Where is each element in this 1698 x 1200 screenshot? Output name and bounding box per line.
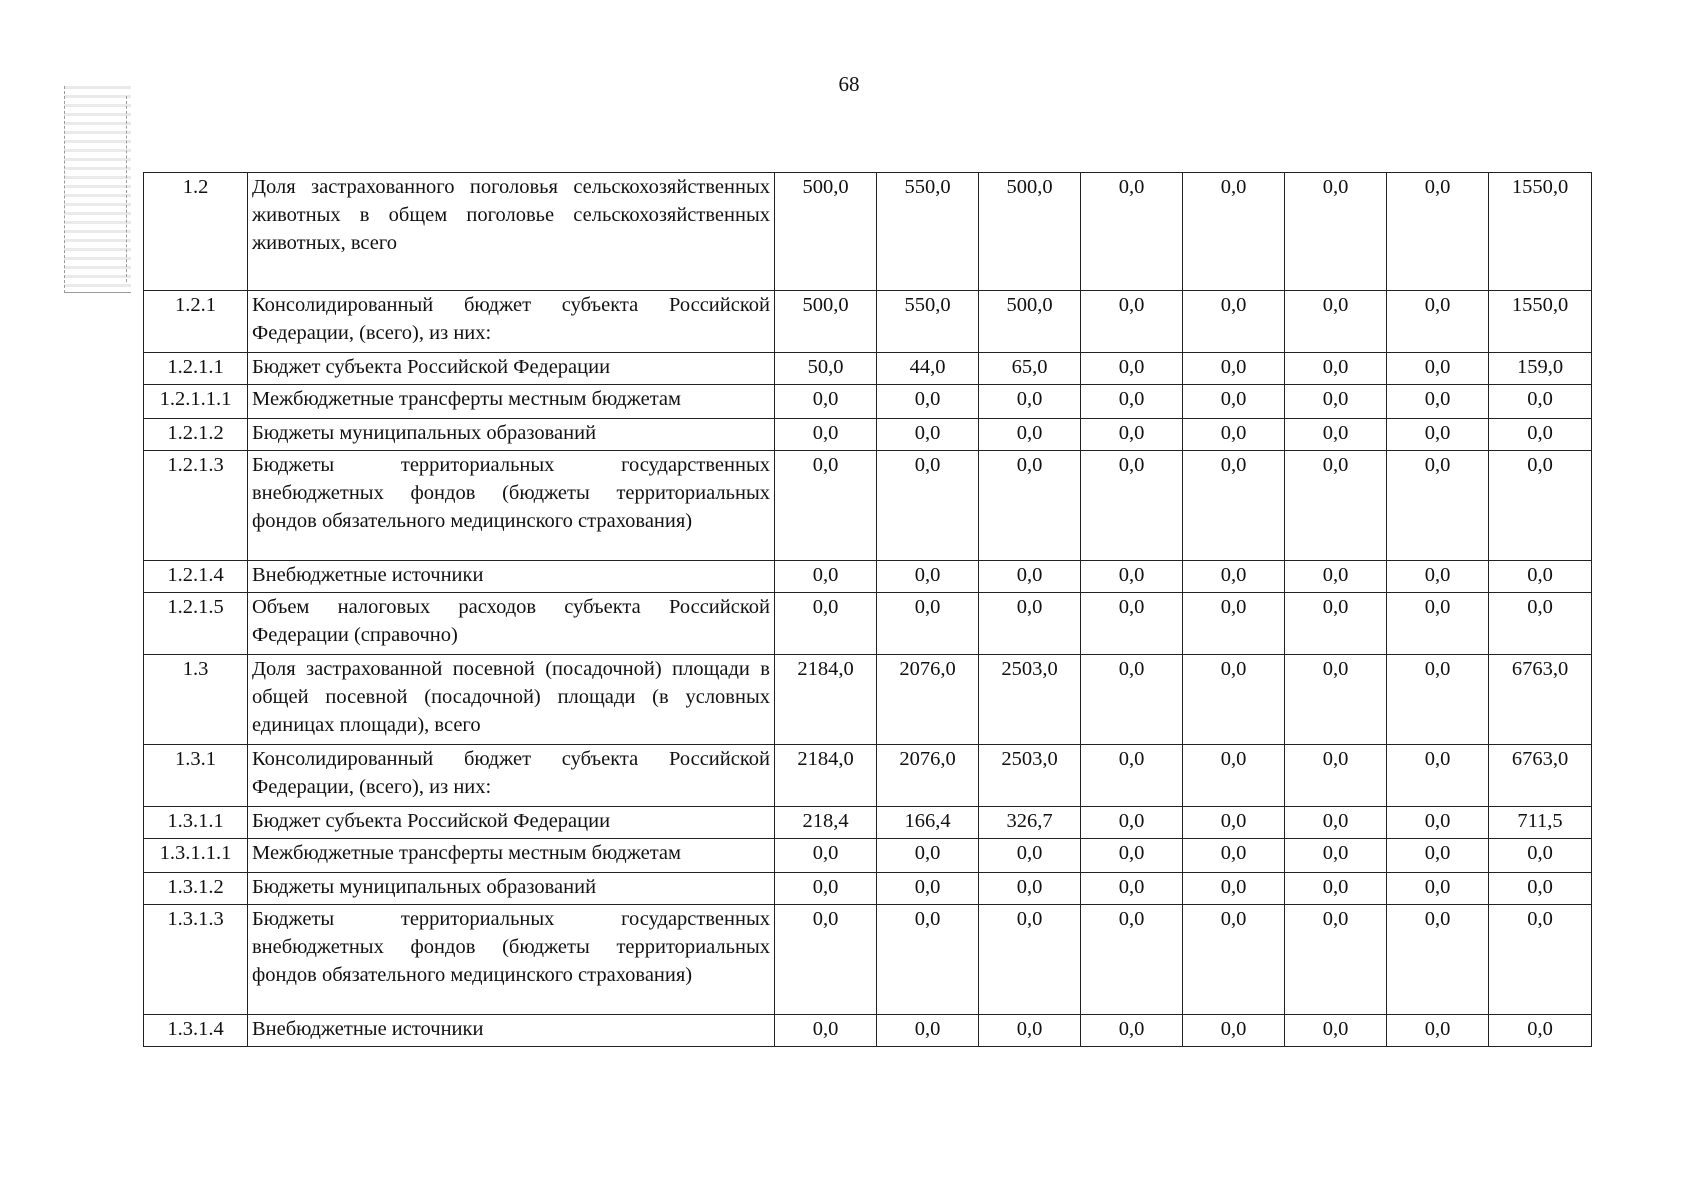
value-cell: 0,0 (1081, 353, 1183, 385)
value-cell: 0,0 (1285, 593, 1387, 655)
value-cell: 0,0 (1489, 385, 1592, 419)
value-cell: 0,0 (775, 385, 877, 419)
value-cell: 0,0 (1489, 451, 1592, 561)
value-cell: 2184,0 (775, 655, 877, 745)
value-cell: 0,0 (877, 419, 979, 451)
row-label: Бюджет субъекта Российской Федерации (248, 353, 775, 385)
table-row (144, 1015, 1592, 1047)
row-code: 1.3.1 (144, 745, 248, 807)
value-cell: 0,0 (1081, 593, 1183, 655)
value-cell: 0,0 (877, 451, 979, 561)
value-cell: 0,0 (1183, 419, 1285, 451)
table-row (144, 173, 1592, 291)
row-label: Бюджеты муниципальных образований (248, 419, 775, 451)
approval-stamp (64, 86, 131, 293)
value-cell: 0,0 (1489, 561, 1592, 593)
value-cell: 65,0 (979, 353, 1081, 385)
value-cell: 2184,0 (775, 745, 877, 807)
row-label: Доля застрахованного поголовья сельскохозяйственных животных в общем поголовье сельскохозяйственных животных, всего (248, 173, 775, 291)
value-cell: 0,0 (979, 1015, 1081, 1047)
value-cell: 0,0 (1081, 385, 1183, 419)
value-cell: 500,0 (775, 291, 877, 353)
value-cell: 500,0 (979, 173, 1081, 291)
value-cell: 0,0 (775, 419, 877, 451)
row-code: 1.3.1.2 (144, 873, 248, 905)
value-cell: 0,0 (1489, 1015, 1592, 1047)
value-cell: 0,0 (1081, 873, 1183, 905)
value-cell: 0,0 (1183, 655, 1285, 745)
table-row (144, 419, 1592, 451)
value-cell: 0,0 (1081, 291, 1183, 353)
value-cell: 0,0 (979, 419, 1081, 451)
value-cell: 0,0 (877, 839, 979, 873)
value-cell: 2076,0 (877, 745, 979, 807)
value-cell: 0,0 (1285, 419, 1387, 451)
value-cell: 1550,0 (1489, 291, 1592, 353)
value-cell: 550,0 (877, 173, 979, 291)
table-row (144, 905, 1592, 1015)
row-label: Бюджет субъекта Российской Федерации (248, 807, 775, 839)
value-cell: 550,0 (877, 291, 979, 353)
row-code: 1.3.1.3 (144, 905, 248, 1015)
row-code: 1.2.1 (144, 291, 248, 353)
value-cell: 0,0 (1387, 561, 1489, 593)
table-row (144, 839, 1592, 873)
value-cell: 500,0 (979, 291, 1081, 353)
row-code: 1.2.1.3 (144, 451, 248, 561)
value-cell: 166,4 (877, 807, 979, 839)
value-cell: 0,0 (1081, 839, 1183, 873)
table-row (144, 561, 1592, 593)
row-label: Внебюджетные источники (248, 561, 775, 593)
value-cell: 2503,0 (979, 655, 1081, 745)
value-cell: 0,0 (1387, 745, 1489, 807)
value-cell: 0,0 (1285, 807, 1387, 839)
value-cell: 326,7 (979, 807, 1081, 839)
value-cell: 0,0 (1183, 451, 1285, 561)
value-cell: 0,0 (877, 385, 979, 419)
value-cell: 0,0 (1285, 655, 1387, 745)
value-cell: 0,0 (775, 873, 877, 905)
value-cell: 0,0 (775, 451, 877, 561)
value-cell: 0,0 (1489, 419, 1592, 451)
value-cell: 0,0 (979, 873, 1081, 905)
value-cell: 0,0 (775, 905, 877, 1015)
value-cell: 0,0 (1183, 905, 1285, 1015)
value-cell: 0,0 (1285, 873, 1387, 905)
value-cell: 0,0 (1183, 839, 1285, 873)
table-row (144, 745, 1592, 807)
value-cell: 0,0 (775, 561, 877, 593)
value-cell: 0,0 (877, 1015, 979, 1047)
value-cell: 0,0 (1387, 353, 1489, 385)
value-cell: 0,0 (1081, 451, 1183, 561)
value-cell: 0,0 (1081, 807, 1183, 839)
value-cell: 50,0 (775, 353, 877, 385)
value-cell: 0,0 (1081, 173, 1183, 291)
table-row (144, 451, 1592, 561)
value-cell: 0,0 (1183, 385, 1285, 419)
row-code: 1.2.1.2 (144, 419, 248, 451)
value-cell: 44,0 (877, 353, 979, 385)
table-row (144, 385, 1592, 419)
row-label: Консолидированный бюджет субъекта Российской Федерации, (всего), из них: (248, 291, 775, 353)
value-cell: 0,0 (1183, 561, 1285, 593)
row-code: 1.2.1.1 (144, 353, 248, 385)
value-cell: 0,0 (1183, 1015, 1285, 1047)
table-row (144, 593, 1592, 655)
value-cell: 0,0 (1489, 839, 1592, 873)
value-cell: 0,0 (1183, 291, 1285, 353)
value-cell: 218,4 (775, 807, 877, 839)
row-label: Доля застрахованной посевной (посадочной) площади в общей посевной (посадочной) площади (в условных единицах площади), всего (248, 655, 775, 745)
table-body (144, 173, 1592, 1047)
value-cell: 0,0 (1285, 451, 1387, 561)
value-cell: 0,0 (1183, 173, 1285, 291)
value-cell: 0,0 (1183, 593, 1285, 655)
value-cell: 0,0 (1387, 655, 1489, 745)
value-cell: 0,0 (877, 905, 979, 1015)
value-cell: 0,0 (1489, 905, 1592, 1015)
value-cell: 2076,0 (877, 655, 979, 745)
value-cell: 0,0 (1285, 1015, 1387, 1047)
value-cell: 0,0 (877, 561, 979, 593)
value-cell: 0,0 (1387, 873, 1489, 905)
table-row (144, 655, 1592, 745)
row-code: 1.2.1.5 (144, 593, 248, 655)
row-label: Внебюджетные источники (248, 1015, 775, 1047)
value-cell: 0,0 (979, 561, 1081, 593)
value-cell: 0,0 (1081, 419, 1183, 451)
value-cell: 0,0 (1489, 873, 1592, 905)
value-cell: 0,0 (1183, 745, 1285, 807)
value-cell: 0,0 (1285, 561, 1387, 593)
row-code: 1.3 (144, 655, 248, 745)
value-cell: 0,0 (1285, 173, 1387, 291)
row-label: Бюджеты территориальных государственных внебюджетных фондов (бюджеты территориальных фондов обязательного медицинского страхования) (248, 451, 775, 561)
row-code: 1.3.1.1 (144, 807, 248, 839)
value-cell: 0,0 (1183, 807, 1285, 839)
row-label: Межбюджетные трансферты местным бюджетам (248, 839, 775, 873)
value-cell: 0,0 (877, 873, 979, 905)
table-row (144, 291, 1592, 353)
value-cell: 6763,0 (1489, 745, 1592, 807)
table-row (144, 353, 1592, 385)
value-cell: 0,0 (775, 1015, 877, 1047)
row-label: Бюджеты муниципальных образований (248, 873, 775, 905)
value-cell: 0,0 (1285, 839, 1387, 873)
value-cell: 0,0 (1285, 385, 1387, 419)
value-cell: 0,0 (1285, 353, 1387, 385)
value-cell: 0,0 (1081, 561, 1183, 593)
value-cell: 6763,0 (1489, 655, 1592, 745)
value-cell: 0,0 (979, 451, 1081, 561)
value-cell: 0,0 (1387, 291, 1489, 353)
budget-table (143, 172, 1592, 1047)
value-cell: 0,0 (775, 839, 877, 873)
row-label: Объем налоговых расходов субъекта Российской Федерации (справочно) (248, 593, 775, 655)
value-cell: 0,0 (1387, 385, 1489, 419)
value-cell: 0,0 (979, 905, 1081, 1015)
row-label: Бюджеты территориальных государственных внебюджетных фондов (бюджеты территориальных фондов обязательного медицинского страхования) (248, 905, 775, 1015)
value-cell: 500,0 (775, 173, 877, 291)
value-cell: 0,0 (979, 593, 1081, 655)
value-cell: 0,0 (1081, 745, 1183, 807)
row-code: 1.2.1.4 (144, 561, 248, 593)
row-label: Межбюджетные трансферты местным бюджетам (248, 385, 775, 419)
value-cell: 0,0 (877, 593, 979, 655)
value-cell: 0,0 (979, 385, 1081, 419)
table-row (144, 807, 1592, 839)
row-code: 1.2 (144, 173, 248, 291)
value-cell: 0,0 (1387, 1015, 1489, 1047)
value-cell: 0,0 (775, 593, 877, 655)
page-number: 68 (838, 72, 860, 96)
value-cell: 0,0 (1183, 353, 1285, 385)
value-cell: 0,0 (1489, 593, 1592, 655)
value-cell: 159,0 (1489, 353, 1592, 385)
value-cell: 0,0 (979, 839, 1081, 873)
value-cell: 0,0 (1387, 593, 1489, 655)
value-cell: 0,0 (1285, 745, 1387, 807)
value-cell: 0,0 (1387, 419, 1489, 451)
row-code: 1.2.1.1.1 (144, 385, 248, 419)
row-label: Консолидированный бюджет субъекта Российской Федерации, (всего), из них: (248, 745, 775, 807)
value-cell: 0,0 (1387, 839, 1489, 873)
value-cell: 0,0 (1183, 873, 1285, 905)
table-row (144, 873, 1592, 905)
row-code: 1.3.1.1.1 (144, 839, 248, 873)
value-cell: 711,5 (1489, 807, 1592, 839)
value-cell: 0,0 (1081, 655, 1183, 745)
value-cell: 0,0 (1285, 291, 1387, 353)
value-cell: 0,0 (1081, 1015, 1183, 1047)
value-cell: 0,0 (1387, 451, 1489, 561)
row-code: 1.3.1.4 (144, 1015, 248, 1047)
value-cell: 0,0 (1387, 807, 1489, 839)
value-cell: 0,0 (1387, 905, 1489, 1015)
value-cell: 0,0 (1387, 173, 1489, 291)
value-cell: 0,0 (1285, 905, 1387, 1015)
value-cell: 1550,0 (1489, 173, 1592, 291)
value-cell: 0,0 (1081, 905, 1183, 1015)
value-cell: 2503,0 (979, 745, 1081, 807)
